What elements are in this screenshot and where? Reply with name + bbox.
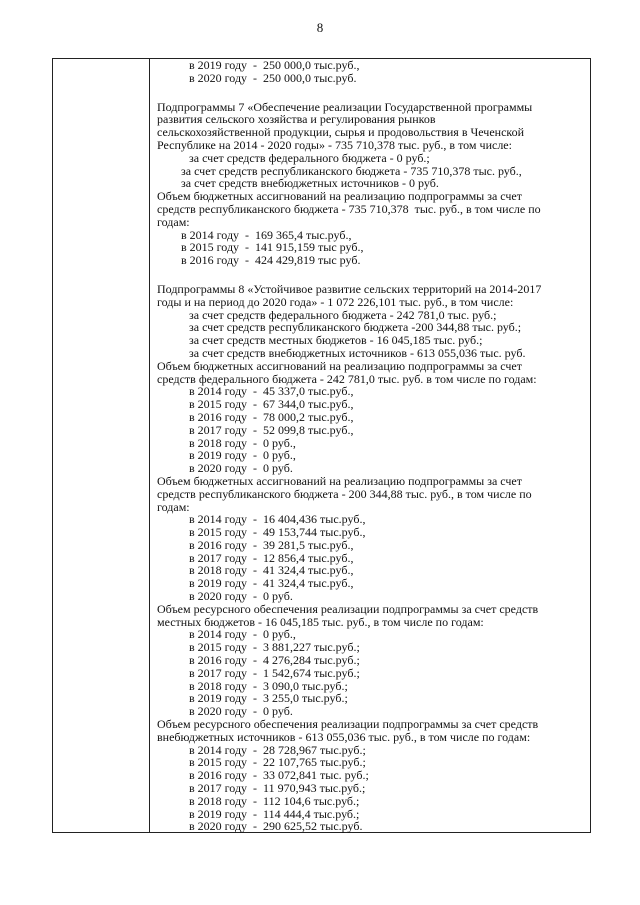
year-line: в 2015 году - 3 881,227 тыс.руб.;: [189, 640, 360, 655]
allocation-text-federal: Объем бюджетных ассигнований на реализацию подпрограммы за счет: [157, 358, 522, 373]
subprogram-7-title: Подпрограммы 7 «Обеспечение реализации Государственной программы: [157, 99, 533, 114]
allocation-text: Объем бюджетных ассигнований на реализацию подпрограммы за счет: [157, 189, 522, 204]
year-line: в 2017 году - 52 099,8 тыс.руб.,: [189, 422, 354, 437]
year-line: в 2019 году - 41 324,4 тыс.руб.,: [189, 576, 354, 591]
funding-source-line: за счет средств федерального бюджета - 0 руб.;: [189, 150, 430, 165]
funding-source-line: за счет средств местных бюджетов - 16 045,185 тыс. руб.;: [189, 333, 483, 348]
year-line: в 2016 году - 78 000,2 тыс.руб.,: [189, 409, 354, 424]
funding-source-line: за счет средств республиканского бюджета -200 344,88 тыс. руб.;: [189, 320, 522, 335]
subprogram-7-title: развития сельского хозяйства и регулирования рынков: [157, 112, 436, 127]
subprogram-8-title: годы и на период до 2020 года» - 1 072 226,101 тыс. руб., в том числе:: [157, 294, 514, 309]
subprogram-7: [157, 101, 585, 267]
allocation-text-federal: средств федерального бюджета - 242 781,0 тыс. руб. в том числе по годам:: [157, 371, 537, 386]
year-line: в 2015 году - 67 344,0 тыс.руб.,: [189, 397, 354, 412]
year-line: в 2014 году - 169 365,4 тыс.руб.,: [181, 227, 352, 242]
allocation-text-republic: средств республиканского бюджета - 200 344,88 тыс. руб., в том числе по: [157, 486, 532, 501]
subprogram-8-title: Подпрограммы 8 «Устойчивое развитие сельских территорий на 2014-2017: [157, 281, 542, 296]
year-line: в 2019 году - 250 000,0 тыс.руб.,: [189, 58, 360, 72]
year-line: в 2017 году - 11 970,943 тыс.руб.;: [189, 781, 366, 796]
year-line: в 2018 году - 3 090,0 тыс.руб.;: [189, 678, 348, 693]
allocation-text-local: Объем ресурсного обеспечения реализации подпрограммы за счет средств: [157, 601, 539, 616]
year-line: в 2019 году - 3 255,0 тыс.руб.;: [189, 691, 348, 706]
year-line: в 2020 году - 290 625,52 тыс.руб.: [189, 819, 363, 834]
year-line: в 2020 году - 0 руб.: [189, 589, 293, 604]
year-line: в 2016 году - 39 281,5 тыс.руб.,: [189, 537, 354, 552]
year-line: в 2019 году - 114 444,4 тыс.руб.;: [189, 806, 360, 821]
year-line: в 2014 году - 0 руб.,: [189, 627, 296, 642]
year-line: в 2017 году - 1 542,674 тыс.руб.;: [189, 665, 360, 680]
year-line: в 2017 году - 12 856,4 тыс.руб.,: [189, 550, 354, 565]
year-line: в 2020 году - 0 руб.: [189, 704, 293, 719]
funding-source-line: за счет средств внебюджетных источников - 0 руб.: [181, 176, 439, 191]
funding-source-line: за счет средств внебюджетных источников - 613 055,036 тыс. руб.: [189, 345, 526, 360]
year-line: в 2018 году - 112 104,6 тыс.руб.;: [189, 793, 360, 808]
year-line: в 2015 году - 22 107,765 тыс.руб.;: [189, 755, 366, 770]
year-line: в 2018 году - 0 руб.,: [189, 435, 296, 450]
year-line: в 2016 году - 424 429,819 тыс руб.: [181, 253, 361, 268]
year-line: в 2020 году - 250 000,0 тыс.руб.: [189, 70, 357, 85]
allocation-text: годам:: [157, 214, 190, 229]
year-line: в 2015 году - 49 153,744 тыс.руб.,: [189, 525, 366, 540]
year-line: в 2014 году - 16 404,436 тыс.руб.,: [189, 512, 366, 527]
allocation-text-republic: Объем бюджетных ассигнований на реализацию подпрограммы за счет: [157, 473, 522, 488]
allocation-text: средств республиканского бюджета - 735 710,378 тыс. руб., в том числе по: [157, 201, 541, 216]
funding-source-line: за счет средств республиканского бюджета - 735 710,378 тыс. руб.,: [181, 163, 522, 178]
year-line: в 2014 году - 28 728,967 тыс.руб.;: [189, 742, 366, 757]
column-divider: [149, 59, 150, 832]
year-line: в 2014 году - 45 337,0 тыс.руб.,: [189, 384, 354, 399]
subprogram-7-title: Республике на 2014 - 2020 годы» - 735 710,378 тыс. руб., в том числе:: [157, 137, 512, 152]
allocation-text-republic: годам:: [157, 499, 190, 514]
year-line: в 2018 году - 41 324,4 тыс.руб.,: [189, 563, 354, 578]
table-frame: [52, 58, 591, 833]
year-line: в 2019 году - 0 руб.,: [189, 448, 296, 463]
allocation-text-offbudget: Объем ресурсного обеспечения реализации подпрограммы за счет средств: [157, 717, 539, 732]
year-line: в 2016 году - 33 072,841 тыс. руб.;: [189, 768, 369, 783]
allocation-text-offbudget: внебюджетных источников - 613 055,036 тыс. руб., в том числе по годам:: [157, 729, 531, 744]
subprogram-8: [157, 283, 585, 833]
subprogram-7-title: сельскохозяйственной продукции, сырья и продовольствия в Чеченской: [157, 125, 525, 140]
allocation-text-local: местных бюджетов - 16 045,185 тыс. руб., в том числе по годам:: [157, 614, 484, 629]
page-number: 8: [316, 20, 324, 35]
funding-source-line: за счет средств федерального бюджета - 242 781,0 тыс. руб.;: [189, 307, 497, 322]
year-line: в 2020 году - 0 руб.: [189, 461, 293, 476]
year-line: в 2016 году - 4 276,284 тыс.руб.;: [189, 653, 360, 668]
table-cell-content: [157, 59, 585, 833]
year-line: в 2015 году - 141 915,159 тыс руб.,: [181, 240, 364, 255]
